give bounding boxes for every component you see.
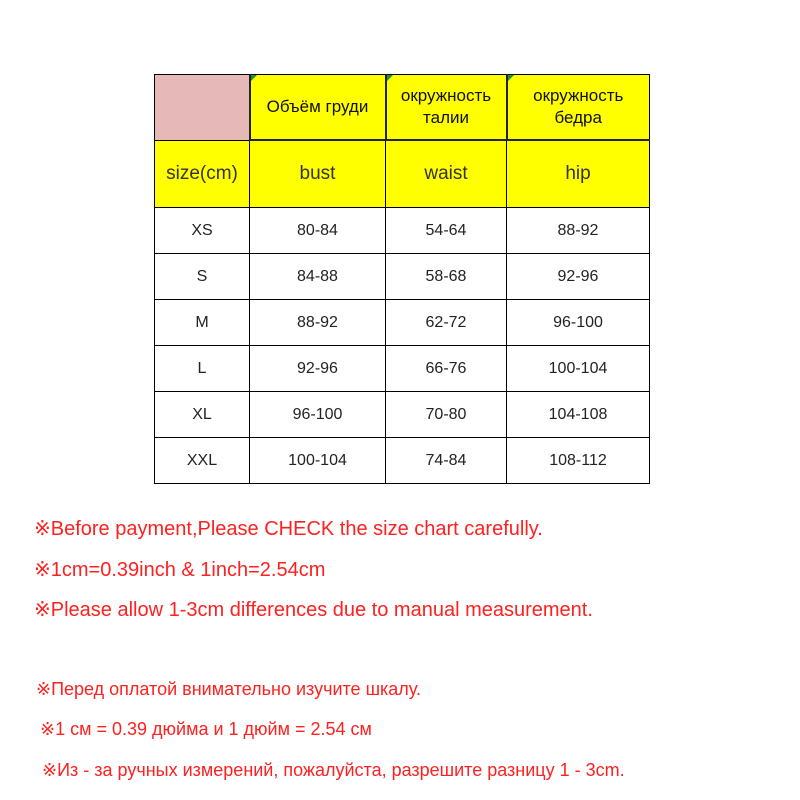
- header-ru-waist: окружность талии: [386, 75, 507, 141]
- hip-cell: 104-108: [507, 392, 650, 438]
- waist-cell: 62-72: [386, 300, 507, 346]
- bust-cell: 100-104: [250, 438, 386, 484]
- size-cell: M: [155, 300, 250, 346]
- header-en-hip: hip: [507, 140, 650, 208]
- hip-cell: 96-100: [507, 300, 650, 346]
- note-ru-differences: ※Из - за ручных измерений, пожалуйста, разрешите разницу 1 - 3cm.: [42, 760, 625, 780]
- hip-cell: 88-92: [507, 208, 650, 254]
- bust-cell: 88-92: [250, 300, 386, 346]
- size-cell: L: [155, 346, 250, 392]
- header-ru-bust: Объём груди: [250, 75, 386, 141]
- table-row: [155, 254, 650, 300]
- table-row: [155, 208, 650, 254]
- waist-cell: 58-68: [386, 254, 507, 300]
- header-en-size: size(cm): [155, 140, 250, 208]
- table-row: [155, 438, 650, 484]
- note-en-check-chart: ※Before payment,Please CHECK the size chart carefully.: [34, 518, 543, 540]
- note-ru-conversion: ※1 см = 0.39 дюйма и 1 дюйм = 2.54 см: [40, 719, 372, 739]
- header-ru-hip: окружность бедра: [507, 75, 650, 141]
- header-row-english: [155, 140, 650, 208]
- bust-cell: 84-88: [250, 254, 386, 300]
- waist-cell: 70-80: [386, 392, 507, 438]
- header-row-russian: [155, 75, 650, 141]
- note-en-differences: ※Please allow 1-3cm differences due to manual measurement.: [34, 599, 593, 621]
- hip-cell: 100-104: [507, 346, 650, 392]
- waist-cell: 54-64: [386, 208, 507, 254]
- table-row: [155, 392, 650, 438]
- note-ru-check-chart: ※Перед оплатой внимательно изучите шкалу.: [36, 679, 421, 699]
- bust-cell: 80-84: [250, 208, 386, 254]
- bust-cell: 92-96: [250, 346, 386, 392]
- hip-cell: 92-96: [507, 254, 650, 300]
- header-en-waist: waist: [386, 140, 507, 208]
- corner-cell: [155, 75, 250, 141]
- size-chart-table: [154, 74, 650, 484]
- table-row: [155, 346, 650, 392]
- hip-cell: 108-112: [507, 438, 650, 484]
- waist-cell: 74-84: [386, 438, 507, 484]
- size-cell: XL: [155, 392, 250, 438]
- waist-cell: 66-76: [386, 346, 507, 392]
- table-row: [155, 300, 650, 346]
- note-en-conversion: ※1cm=0.39inch & 1inch=2.54cm: [34, 559, 326, 581]
- size-cell: XXL: [155, 438, 250, 484]
- bust-cell: 96-100: [250, 392, 386, 438]
- size-cell: S: [155, 254, 250, 300]
- header-en-bust: bust: [250, 140, 386, 208]
- size-cell: XS: [155, 208, 250, 254]
